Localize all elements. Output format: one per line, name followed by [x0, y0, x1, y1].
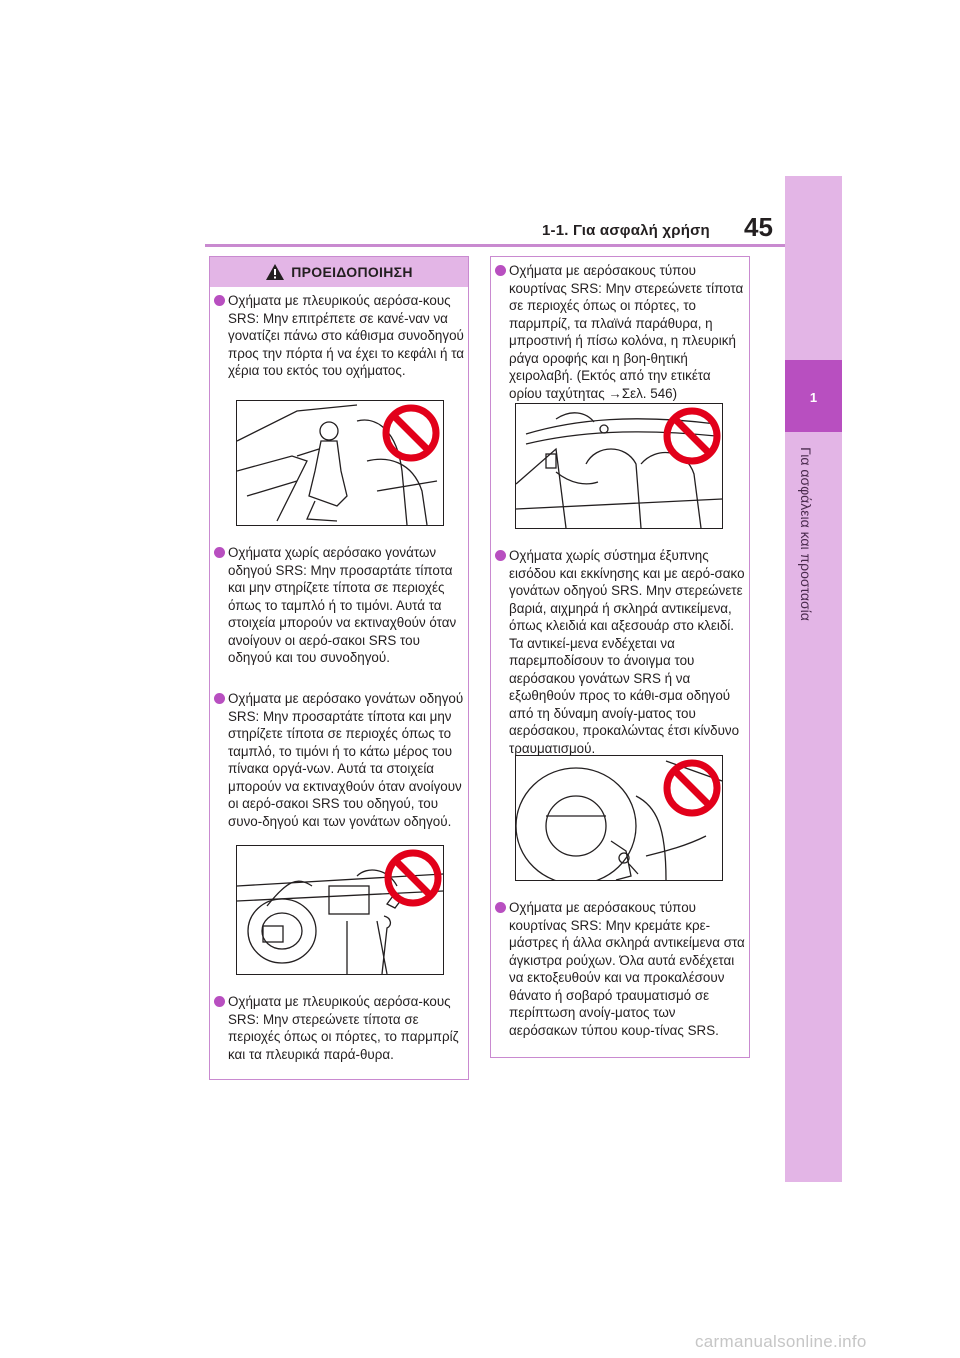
prohibition-icon	[381, 403, 441, 463]
page-number: 45	[744, 212, 773, 242]
bullet-icon	[495, 550, 506, 561]
illustration-kneeling-passenger	[236, 400, 444, 526]
bullet-icon	[214, 295, 225, 306]
illustration-dashboard-objects	[236, 845, 444, 975]
bullet-icon	[214, 996, 225, 1007]
warning-item-4	[214, 993, 466, 1063]
side-chapter-tab	[785, 176, 842, 1182]
prohibition-icon	[662, 406, 722, 466]
warning-item-text: Οχήματα χωρίς αερόσακο γονάτων οδηγού SRS: Μην προσαρτάτε τίποτα και μην στηρίζετε τίποτα σε περιοχές όπως το ταμπλό ή το τιμόνι. Αυτά τα στοιχεία μπορούν να εκτιναχθούν όταν ανοίγουν οι αερό-σακοι SRS του οδηγού και του συνοδηγού.	[228, 545, 457, 665]
continued-item-1	[495, 262, 747, 402]
warning-item-text: Οχήματα με πλευρικούς αερόσα-κους SRS: Μην επιτρέπετε σε κανέ-ναν να γονατίζει πάνω στο κάθισμα συνοδηγού προς την πόρτα ή να έχει το κεφάλι ή τα χέρια του εκτός του οχήματος.	[228, 293, 465, 378]
illustration-curtain-airbag-interior	[515, 403, 723, 529]
warning-header	[210, 257, 468, 287]
continued-item-text: Οχήματα με αερόσακους τύπου κουρτίνας SRS: Μην κρεμάτε κρε-μάστρες ή άλλα σκληρά αντικείμενα στα άγκιστρα ρούχων. Όλα αυτά ενδέχεται να εκτοξευθούν και να προκαλέσουν θάνατο ή σοβαρό τραυματισμό σε περίπτωση ανοίγ-ματος των αερόσακων τύπου κουρ-τίνας SRS.	[509, 900, 745, 1038]
bullet-icon	[214, 547, 225, 558]
prohibition-icon	[662, 758, 722, 818]
chapter-number: 1	[809, 390, 818, 405]
illustration-steering-keys	[515, 755, 723, 881]
prohibition-icon	[383, 848, 443, 908]
bullet-icon	[214, 693, 225, 704]
continued-item-2	[495, 547, 747, 757]
warning-item-1	[214, 292, 466, 380]
warning-item-3	[214, 690, 466, 830]
bullet-icon	[495, 902, 506, 913]
warning-item-text: Οχήματα με πλευρικούς αερόσα-κους SRS: Μην στερεώνετε τίποτα σε περιοχές όπως οι πόρτες, το παρμπρίζ και τα πλευρικά παρά-θυρα.	[228, 994, 459, 1062]
header-rule	[205, 244, 785, 247]
continued-item-text: Οχήματα χωρίς σύστημα έξυπνης εισόδου και εκκίνησης και με αερό-σακο γονάτων οδηγού SRS. Μην στερεώνετε βαριά, αιχμηρά ή σκληρά αντικείμενα, όπως κλειδιά και αξεσουάρ στο κλειδί. Τα αντικεί-μενα ενδέχεται να παρεμποδίσουν το άνοιγμα του αερόσακου γονάτων SRS ή να εξωθηθούν προς το κάθι-σμα οδηγού από τη δύναμη ανοίγ-ματος του αερόσακου, προκαλώντας έτσι κίνδυνο τραυματισμού.	[509, 548, 745, 756]
watermark: carmanualsonline.info	[695, 1332, 867, 1351]
warning-triangle-icon	[265, 263, 285, 281]
warning-item-2	[214, 544, 466, 667]
section-title: 1-1. Για ασφαλή χρήση	[542, 222, 710, 239]
warning-item-text: Οχήματα με αερόσακο γονάτων οδηγού SRS: Μην προσαρτάτε τίποτα και μην στηρίζετε τίποτα σε περιοχές όπως το ταμπλό, το τιμόνι ή το κάτω μέρος του πίνακα οργά-νων. Αυτά τα στοιχεία μπορούν να εκτιναχθούν όταν ανοίγουν οι αερό-σακοι SRS του οδηγού, του συνο-δηγού και των γονάτων οδηγού.	[228, 691, 464, 829]
warning-title: ΠΡΟΕΙΔΟΠΟΙΗΣΗ	[291, 264, 413, 280]
continued-item-3	[495, 899, 747, 1039]
bullet-icon	[495, 265, 506, 276]
continued-item-text: Οχήματα με αερόσακους τύπου κουρτίνας SRS: Μην στερεώνετε τίποτα σε περιοχές όπως οι πόρτες, το παρμπρίζ, τα πλαϊνά παράθυρα, η μπροστινή ή πίσω κολόνα, η πλευρική ράγα οροφής και η βοη-θητική χειρολαβή. (Εκτός από την ετικέτα ορίου ταχύτητας →Σελ. 546)	[509, 263, 744, 401]
chapter-label: Για ασφάλεια και προστασία	[798, 447, 814, 621]
